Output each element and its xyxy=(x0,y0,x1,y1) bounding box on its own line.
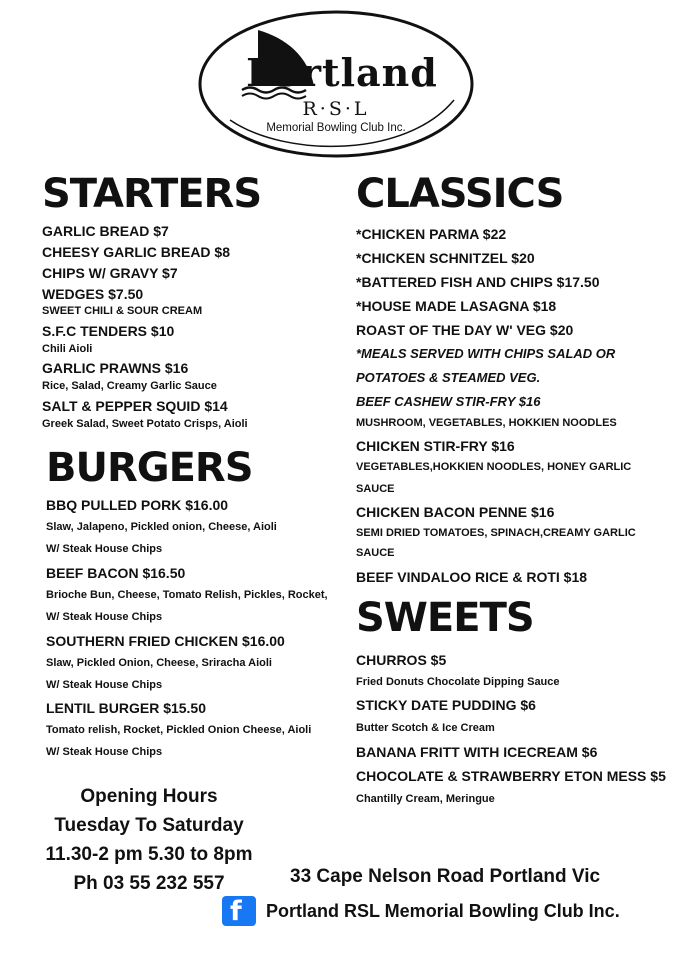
opening-hours xyxy=(44,782,254,898)
menu-item: *CHICKEN SCHNITZEL $20 xyxy=(356,250,535,266)
menu-item: *CHICKEN PARMA $22 xyxy=(356,226,507,242)
menu-item: BEEF CASHEW STIR-FRY $16 xyxy=(356,394,541,409)
menu-item-description: SAUCE xyxy=(356,547,395,559)
menu-item-description: Brioche Bun, Cheese, Tomato Relish, Pickles, Rocket, xyxy=(46,589,328,601)
opening-hours-title: Opening Hours xyxy=(80,786,218,807)
menu-item: SALT & PEPPER SQUID $14 xyxy=(42,398,228,414)
menu-item-description: W/ Steak House Chips xyxy=(46,746,163,758)
menu-item: WEDGES $7.50 xyxy=(42,286,144,302)
facebook-icon xyxy=(222,896,256,926)
address: 33 Cape Nelson Road Portland Vic xyxy=(290,866,601,887)
logo-title: Portland xyxy=(246,50,438,95)
menu-item: CHICKEN STIR-FRY $16 xyxy=(356,438,515,454)
menu-item: BBQ PULLED PORK $16.00 xyxy=(46,497,229,513)
facebook-glyph: f xyxy=(230,896,242,927)
menu-item: S.F.C TENDERS $10 xyxy=(42,323,175,339)
menu-item-description: W/ Steak House Chips xyxy=(46,679,163,691)
sweets-heading: SWEETS xyxy=(356,595,534,641)
menu-item: BEEF VINDALOO RICE & ROTI $18 xyxy=(356,569,588,585)
facebook-row xyxy=(222,896,620,926)
logo-rsl: R·S·L xyxy=(302,98,370,120)
menu-item: *HOUSE MADE LASAGNA $18 xyxy=(356,298,557,314)
menu-item-description: W/ Steak House Chips xyxy=(46,543,163,555)
menu-item-description: VEGETABLES,HOKKIEN NOODLES, HONEY GARLIC xyxy=(356,461,632,473)
club-logo xyxy=(196,8,476,160)
menu-item-description: Chili Aioli xyxy=(42,343,93,355)
burgers-heading: BURGERS xyxy=(46,445,253,491)
facebook-page-name: Portland RSL Memorial Bowling Club Inc. xyxy=(266,900,620,921)
menu-item: GARLIC BREAD $7 xyxy=(42,223,169,239)
menu-item-description: Chantilly Cream, Meringue xyxy=(356,793,495,805)
menu-item-description: W/ Steak House Chips xyxy=(46,611,163,623)
opening-days: Tuesday To Saturday xyxy=(54,815,244,836)
menu-item: LENTIL BURGER $15.50 xyxy=(46,700,207,716)
classics-heading: CLASSICS xyxy=(356,171,564,217)
meals-note: POTATOES & STEAMED VEG. xyxy=(356,370,541,385)
menu-item: ROAST OF THE DAY W' VEG $20 xyxy=(356,322,574,338)
menu-item: BEEF BACON $16.50 xyxy=(46,565,186,581)
logo-subtitle: Memorial Bowling Club Inc. xyxy=(266,122,406,134)
meals-note: *MEALS SERVED WITH CHIPS SALAD OR xyxy=(356,346,616,361)
phone-number: Ph 03 55 232 557 xyxy=(73,873,225,894)
menu-item-description: SEMI DRIED TOMATOES, SPINACH,CREAMY GARLIC xyxy=(356,527,636,539)
starters-heading: STARTERS xyxy=(42,171,262,217)
menu-item: CHEESY GARLIC BREAD $8 xyxy=(42,244,231,260)
menu-item: STICKY DATE PUDDING $6 xyxy=(356,697,536,713)
menu-item: BANANA FRITT WITH ICECREAM $6 xyxy=(356,744,598,760)
opening-times: 11.30-2 pm 5.30 to 8pm xyxy=(45,844,253,865)
menu-item-description: Greek Salad, Sweet Potato Crisps, Aioli xyxy=(42,418,248,430)
menu-item: CHIPS W/ GRAVY $7 xyxy=(42,265,178,281)
menu-item-description: Rice, Salad, Creamy Garlic Sauce xyxy=(42,380,217,392)
menu-item-description: Fried Donuts Chocolate Dipping Sauce xyxy=(356,676,560,688)
menu-item: CHOCOLATE & STRAWBERRY ETON MESS $5 xyxy=(356,768,666,784)
menu-item: SOUTHERN FRIED CHICKEN $16.00 xyxy=(46,633,285,649)
menu-item-description: Butter Scotch & Ice Cream xyxy=(356,722,495,734)
menu-item: CHICKEN BACON PENNE $16 xyxy=(356,504,555,520)
menu-item-description: Slaw, Pickled Onion, Cheese, Sriracha Aioli xyxy=(46,657,272,669)
menu-item-description: MUSHROOM, VEGETABLES, HOKKIEN NOODLES xyxy=(356,417,617,429)
menu-item: *BATTERED FISH AND CHIPS $17.50 xyxy=(356,274,600,290)
menu-item-description: Tomato relish, Rocket, Pickled Onion Cheese, Aioli xyxy=(46,724,312,736)
menu-item: CHURROS $5 xyxy=(356,652,447,668)
menu-item-description: Slaw, Jalapeno, Pickled onion, Cheese, Aioli xyxy=(46,521,277,533)
menu-item-description: SAUCE xyxy=(356,483,395,495)
menu-item-description: SWEET CHILI & SOUR CREAM xyxy=(42,305,203,317)
menu-item: GARLIC PRAWNS $16 xyxy=(42,360,189,376)
